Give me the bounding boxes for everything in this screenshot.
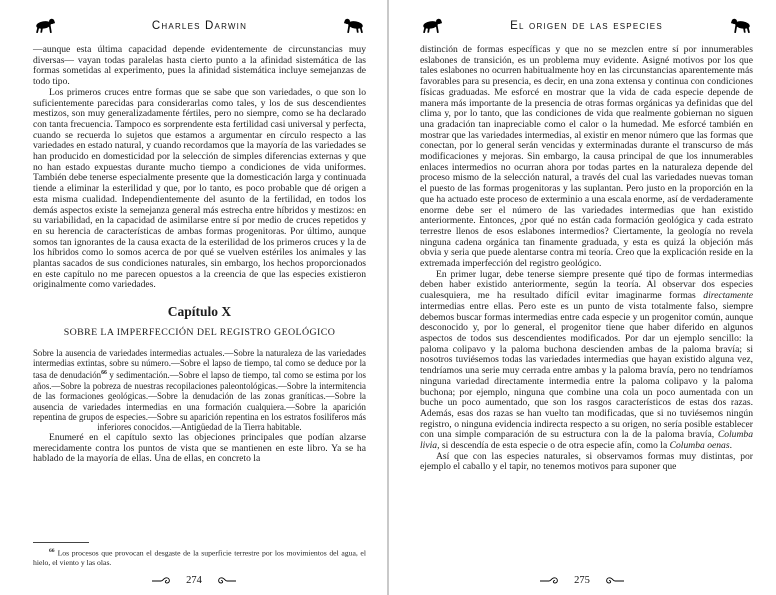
ape-icon (420, 17, 444, 35)
footnote-text (33, 547, 366, 568)
page-ornament-icon (539, 576, 569, 585)
species-name: Columba livia (420, 429, 753, 452)
paragraph: Enumeré en el capítulo sexto las objeciones principales que podían alzarse merecidamente contra los puntos de vista que se mantienen en este libro. Ya se ha hablado de la mayoría de ellas. Una de ellas, en concreto la (33, 431, 366, 465)
page-body (33, 45, 366, 465)
page-ornament-icon (595, 576, 625, 585)
page-gutter-divider (387, 0, 389, 595)
chapter-title: SOBRE LA IMPERFECCIÓN DEL REGISTRO GEOLÓGICO (63, 326, 336, 338)
summary-text: Sobre la ausencia de variedades intermedias actuales.—Sobre la naturaleza de las variedades intermedias extintas, sobre su número.—Sobre el lapso de tiempo, tal como se deduce por la tasa de denudación (33, 347, 366, 381)
page-number: 275 (574, 574, 590, 586)
page-body (420, 45, 753, 473)
paragraph: distinción de formas específicas y que no se mezclen entre sí por innumerables eslabones de transición, es un problema muy evidente. Asigné motivos por los que tales eslabones no ocurren habitualmente hoy en las circunstancias aparentemente más favorables para su presencia, es decir, en una zona extensa y continua con condiciones físicas graduadas. Me esforcé en mostrar que la vida de cada especie depende de manera más importante de la presencia de otras formas orgánicas ya definidas que del clima y, por lo tanto, que las condiciones de vida que realmente gobiernan no siguen una gradación tan inapreciable como el calor o la humedad. Me esforcé también en mostrar que las variedades intermedias, al existir en menor número que las formas que conectan, por lo general serán vencidas y exterminadas durante el transcurso de más modificaciones y mejoras. Sin embargo, la causa principal de que los innumerables enlaces intermedios no ocurran ahora por todas partes en la naturaleza depende del proceso mismo de la selección natural, a través del cual las variedades nuevas toman el puesto de las formas progenitoras y las suplantan. Pero justo en la proporción en la que ha actuado este proceso de exterminio a una escala enorme, así de verdaderamente enorme debe ser el número de las variedades intermedias que han existido anteriormente. Entonces, ¿por qué no están cada formación geológica y cada estrato terrestre llenos de esos eslabones intermedios? Ciertamente, la geología no revela ninguna cadena orgánica tan finamente graduada, y esta es quizá la objeción más obvia y seria que puede alentarse contra mi teoría. Creo que la explicación reside en la extremada imperfección del registro geológico. (420, 44, 753, 270)
paragraph-text: , si descendía de esta especie o de otra especie afín, como la (437, 440, 670, 452)
ape-icon (729, 17, 753, 35)
summary-text: y sedimentación.—Sobre el lapso de tiempo, tal como se estima por los años.—Sobre la pobreza de nuestras recopilaciones paleontológicas.—Sobre la intermitencia de las formaciones geológicas.—Sobre la denudación de las zonas graníticas.—Sobre la ausencia de variedades intermedias en una formación cualquiera.—Sobre la aparición repentina de grupos de especies.—Sobre su aparición repentina en los estratos fosilíferos más inferiores conocidos.—Antigüedad de la Tierra habitable. (33, 370, 366, 433)
paragraph-text: intermedias entre ellas. Pero este es un punto de vista totalmente falso, siempre debemos buscar formas intermedias entre cada especie y un progenitor común, aunque desconocido y, por lo general, el progenitor tiene que haber diferido en algunos aspectos de todos sus descendientes modificados. Por dar un ejemplo sencillo: la paloma colipavo y la paloma buchona descienden ambas de la paloma bravía; si nosotros tuviésemos todas las variedades intermedias que hayan existido alguna vez, tendríamos una serie muy cerrada entre ambas y la paloma bravía, pero no tendríamos ninguna variedad directamente intermedia entre la paloma colipavo y la paloma buchona; por ejemplo, ninguna que combine una cola un poco aumentada con un buche un poco aumentado, que son los rasgos característicos de estas dos razas. Además, esas dos razas se han vuelto tan modificadas, que si no tuviésemos ningún registro, o ninguna evidencia indirecta respecto a su origen, no sería posible establecer con una simple comparación de su estructura con la de la paloma bravía, (420, 300, 753, 441)
paragraph: —aunque esta última capacidad depende evidentemente de circunstancias muy diversas— vayan todas paralelas hasta cierto punto a la afinidad sistemática de las formas sometidas al experimento, pues la afinidad sistemática incluye semejanzas de todo tipo. (33, 44, 366, 88)
running-header-right (420, 13, 753, 39)
ape-icon (342, 17, 366, 35)
page-ornament-icon (207, 576, 237, 585)
chapter-number: Capítulo X (167, 304, 232, 320)
footnote-reference: 66 (101, 370, 107, 377)
running-header-left (33, 13, 366, 39)
species-name: Columba oenas (669, 440, 730, 452)
paragraph: Los primeros cruces entre formas que se sabe que son variedades, o que son lo suficientemente parecidas para considerarlas como tales, y los de sus descendientes mestizos, son muy generalizadamente fértiles, pero no siempre, como se ha declarado con tanta frecuencia. Tampoco es sorprendente esta fertilidad casi universal y perfecta, cuando se recuerda lo sujetos que estamos a argumentar en círculo respecto a las variedades en estado natural, y cuando recordamos que la mayoría de las variedades se han producido en domesticidad por la selección de simples diferencias externas y que no han estado expuestas durante mucho tiempo a condiciones de vida uniformes. También debe tenerse especialmente presente que la domesticación larga y continuada tiende a eliminar la esterilidad y que, por lo tanto, es poco probable que dé origen a esta misma cualidad. Independientemente del asunto de la fertilidad, en todos los demás aspectos existe la semejanza general más estrecha entre híbridos y mestizos: en su variabilidad, en la capacidad de asimilarse entre sí por medio de cruces repetidos y en su herencia de características de ambas formas progenitoras. Por último, aunque somos tan ignorantes de la causa exacta de la esterilidad de los primeros cruces y la de los híbridos como lo somos acerca de por qué se vuelven estériles los animales y las plantas sacados de sus condiciones naturales, sin embargo, los hechos proporcionados en este capítulo no me parecen opuestos a la creencia de que las especies existieron originalmente como variedades. (33, 86, 366, 291)
paragraph-text: En primer lugar, debe tenerse siempre presente qué tipo de formas intermedias deben haber existido anteriormente, según la teoría. Al observar dos especies cualesquiera, me ha resultado difícil evitar imaginarme formas (420, 268, 753, 302)
footnote-marker: 66 (49, 548, 55, 555)
chapter-summary (33, 348, 366, 433)
ape-icon (33, 17, 57, 35)
page-number: 274 (186, 574, 202, 586)
page-right (388, 0, 776, 595)
paragraph: Así que con las especies naturales, si observamos formas muy distintas, por ejemplo el caballo y el tapir, no tenemos motivos para suponer que (420, 450, 753, 473)
footnote-rule (33, 542, 89, 543)
running-header-title: Charles Darwin (151, 20, 248, 32)
italic-term: directamente (703, 290, 753, 302)
page-ornament-icon (151, 576, 181, 585)
folio-right (388, 573, 776, 587)
footnote (33, 542, 366, 568)
footnote-body: Los procesos que provocan el desgaste de la superficie terrestre por los movimientos del agua, el hielo, el viento y las olas. (33, 548, 366, 568)
running-header-title: El origen de las especies (510, 20, 663, 32)
paragraph-text: . (729, 440, 732, 452)
paragraph (420, 270, 753, 452)
folio-left (0, 573, 388, 587)
